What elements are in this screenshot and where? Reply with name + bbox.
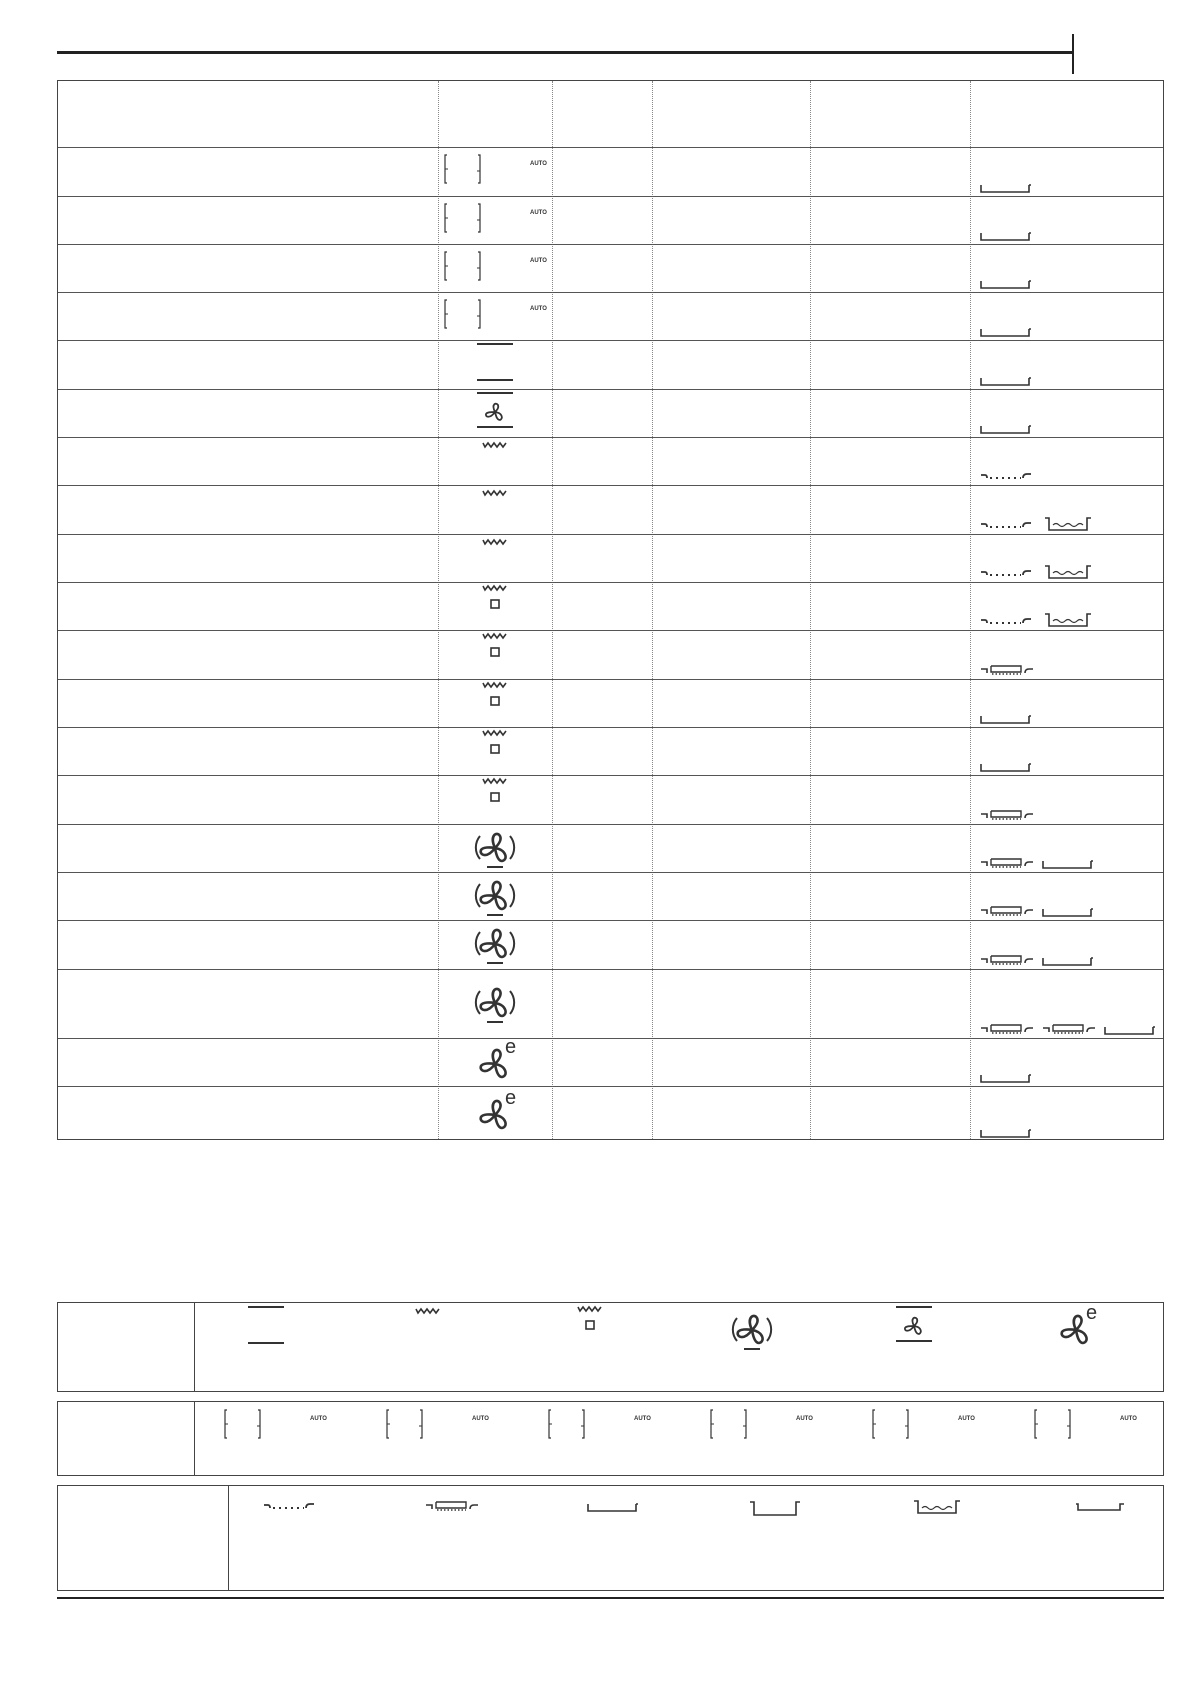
water-tray-icon	[1041, 515, 1097, 538]
wire-rack-icon	[262, 1498, 318, 1519]
grill-icon	[467, 534, 523, 583]
legend-item	[870, 1404, 975, 1449]
legend-item	[262, 1498, 318, 1519]
wire-rack-icon	[979, 517, 1035, 538]
shelf-auto-icon	[870, 1404, 975, 1449]
table-row-accessory	[979, 170, 1035, 200]
tray-icon	[586, 1498, 642, 1519]
table-row-function	[438, 826, 552, 870]
shelf-auto-icon	[442, 294, 547, 339]
rack-on-tray-icon	[1041, 1021, 1097, 1042]
table-row-accessory	[979, 701, 1035, 731]
rack-on-tray-icon	[424, 1498, 480, 1519]
rack-on-tray-icon	[979, 952, 1035, 973]
eco-label: e	[1086, 1302, 1098, 1324]
fan-ring-icon	[724, 1303, 780, 1358]
row-divider	[58, 147, 1163, 148]
table-row-function	[442, 246, 556, 290]
table-row-accessory	[979, 266, 1035, 296]
shelf-auto-icon	[708, 1404, 813, 1449]
auto-label: AUTO	[796, 1416, 813, 1422]
fan-ring-icon	[467, 976, 523, 1031]
table-row-accessory	[979, 798, 1035, 828]
table-row-accessory	[979, 653, 1035, 683]
table-row-accessory	[979, 604, 1097, 634]
header-corner-mark	[1072, 34, 1074, 74]
legend-divider	[194, 1303, 195, 1391]
tray-icon	[979, 1124, 1035, 1145]
table-row-accessory	[979, 1115, 1035, 1145]
legend-functions	[57, 1302, 1164, 1392]
top-bottom-fan-icon	[886, 1303, 942, 1352]
grill-small-icon	[467, 630, 523, 679]
tray-icon	[1041, 855, 1097, 876]
cooking-table	[57, 80, 1164, 1140]
tray-icon	[979, 323, 1035, 344]
eco-fan-icon	[467, 1088, 523, 1139]
grill-icon	[400, 1303, 456, 1352]
table-row-accessory	[979, 1060, 1035, 1090]
table-row-accessory	[979, 314, 1035, 344]
footer-rule	[57, 1597, 1164, 1599]
table-row-function	[438, 971, 552, 1036]
auto-label: AUTO	[1120, 1416, 1137, 1422]
legend-item	[238, 1303, 294, 1352]
rack-on-tray-icon	[979, 903, 1035, 924]
table-row-function	[438, 1035, 552, 1084]
legend-divider	[194, 1402, 195, 1475]
table-row-accessory	[979, 363, 1035, 393]
table-row-function	[438, 391, 552, 435]
shelf-auto-icon	[222, 1404, 327, 1449]
table-row-accessory	[979, 1012, 1159, 1042]
table-row-function	[442, 198, 556, 242]
legend-item	[222, 1404, 327, 1449]
column-divider	[810, 81, 811, 1139]
top-bottom-heat-icon	[467, 340, 523, 389]
table-row-function	[438, 584, 552, 628]
grill-icon	[467, 485, 523, 534]
auto-label: AUTO	[530, 257, 547, 264]
legend-item	[384, 1404, 489, 1449]
table-row-function	[438, 487, 552, 532]
header-rule	[57, 51, 1073, 54]
tray-icon	[979, 227, 1035, 248]
fan-ring-icon	[467, 869, 523, 924]
wire-rack-icon	[979, 613, 1035, 634]
table-row-accessory	[979, 218, 1035, 248]
table-row-accessory	[979, 749, 1035, 779]
legend-item	[708, 1404, 813, 1449]
table-row-function	[438, 681, 552, 725]
grill-small-icon	[467, 679, 523, 728]
table-row-function	[438, 632, 552, 677]
grill-icon	[467, 437, 523, 486]
table-row-accessory	[979, 846, 1097, 876]
table-row-accessory	[979, 459, 1035, 489]
water-tray-icon	[1041, 611, 1097, 634]
table-row-function	[442, 294, 556, 338]
legend-item	[1032, 1404, 1137, 1449]
tray-icon	[979, 1069, 1035, 1090]
table-row-function	[438, 342, 552, 387]
shelf-auto-icon	[442, 149, 547, 194]
water-tray-icon	[1041, 563, 1097, 586]
tray-icon	[979, 710, 1035, 731]
tray-icon	[979, 372, 1035, 393]
table-row-accessory	[979, 508, 1097, 538]
table-row-function	[442, 149, 556, 194]
rack-on-tray-icon	[979, 1021, 1035, 1042]
wire-rack-icon	[979, 565, 1035, 586]
table-row-accessory	[979, 894, 1097, 924]
eco-fan-icon	[467, 1037, 523, 1088]
flat-tray-icon	[1072, 1498, 1128, 1519]
table-row-accessory	[979, 411, 1035, 441]
table-row-function	[438, 439, 552, 483]
legend-levels	[57, 1401, 1164, 1476]
grill-small-icon	[467, 582, 523, 631]
tray-icon	[979, 275, 1035, 296]
legend-item	[748, 1498, 804, 1523]
top-bottom-heat-icon	[238, 1303, 294, 1352]
legend-item	[586, 1498, 642, 1519]
deep-tray-icon	[748, 1498, 804, 1523]
legend-item	[1048, 1303, 1104, 1354]
fan-ring-icon	[467, 917, 523, 972]
rack-on-tray-icon	[979, 855, 1035, 876]
eco-label: e	[505, 1035, 517, 1058]
fan-ring-icon	[467, 821, 523, 876]
table-row-function	[438, 729, 552, 773]
table-row-function	[438, 536, 552, 580]
tray-icon	[1103, 1021, 1159, 1042]
table-row-function	[438, 1088, 552, 1139]
shelf-auto-icon	[384, 1404, 489, 1449]
shelf-auto-icon	[442, 198, 547, 243]
shelf-auto-icon	[442, 246, 547, 291]
rack-on-tray-icon	[979, 662, 1035, 683]
top-bottom-fan-icon	[467, 389, 523, 438]
table-row-function	[438, 777, 552, 822]
legend-item	[724, 1303, 780, 1358]
legend-item	[910, 1498, 966, 1521]
rack-on-tray-icon	[979, 807, 1035, 828]
tray-icon	[1041, 952, 1097, 973]
auto-label: AUTO	[472, 1416, 489, 1422]
column-divider	[652, 81, 653, 1139]
legend-item	[424, 1498, 480, 1519]
water-tray-icon	[910, 1498, 966, 1521]
tray-icon	[979, 758, 1035, 779]
eco-fan-icon	[1048, 1303, 1104, 1354]
legend-item	[562, 1303, 618, 1352]
auto-label: AUTO	[634, 1416, 651, 1422]
eco-label: e	[505, 1087, 517, 1109]
auto-label: AUTO	[530, 209, 547, 216]
legend-accessories	[57, 1485, 1164, 1591]
legend-item	[546, 1404, 651, 1449]
tray-icon	[979, 179, 1035, 200]
legend-item	[1072, 1498, 1128, 1519]
column-divider	[970, 81, 971, 1139]
auto-label: AUTO	[310, 1416, 327, 1422]
shelf-auto-icon	[1032, 1404, 1137, 1449]
tray-icon	[979, 420, 1035, 441]
shelf-auto-icon	[546, 1404, 651, 1449]
grill-small-icon	[467, 775, 523, 824]
table-row-accessory	[979, 556, 1097, 586]
grill-small-icon	[562, 1303, 618, 1352]
auto-label: AUTO	[530, 305, 547, 312]
table-row-function	[438, 874, 552, 918]
legend-item	[886, 1303, 942, 1352]
grill-small-icon	[467, 727, 523, 776]
auto-label: AUTO	[958, 1416, 975, 1422]
table-row-function	[438, 922, 552, 967]
auto-label: AUTO	[530, 161, 547, 167]
tray-icon	[1041, 903, 1097, 924]
legend-item	[400, 1303, 456, 1352]
legend-divider	[228, 1486, 229, 1590]
table-row-accessory	[979, 943, 1097, 973]
wire-rack-icon	[979, 468, 1035, 489]
